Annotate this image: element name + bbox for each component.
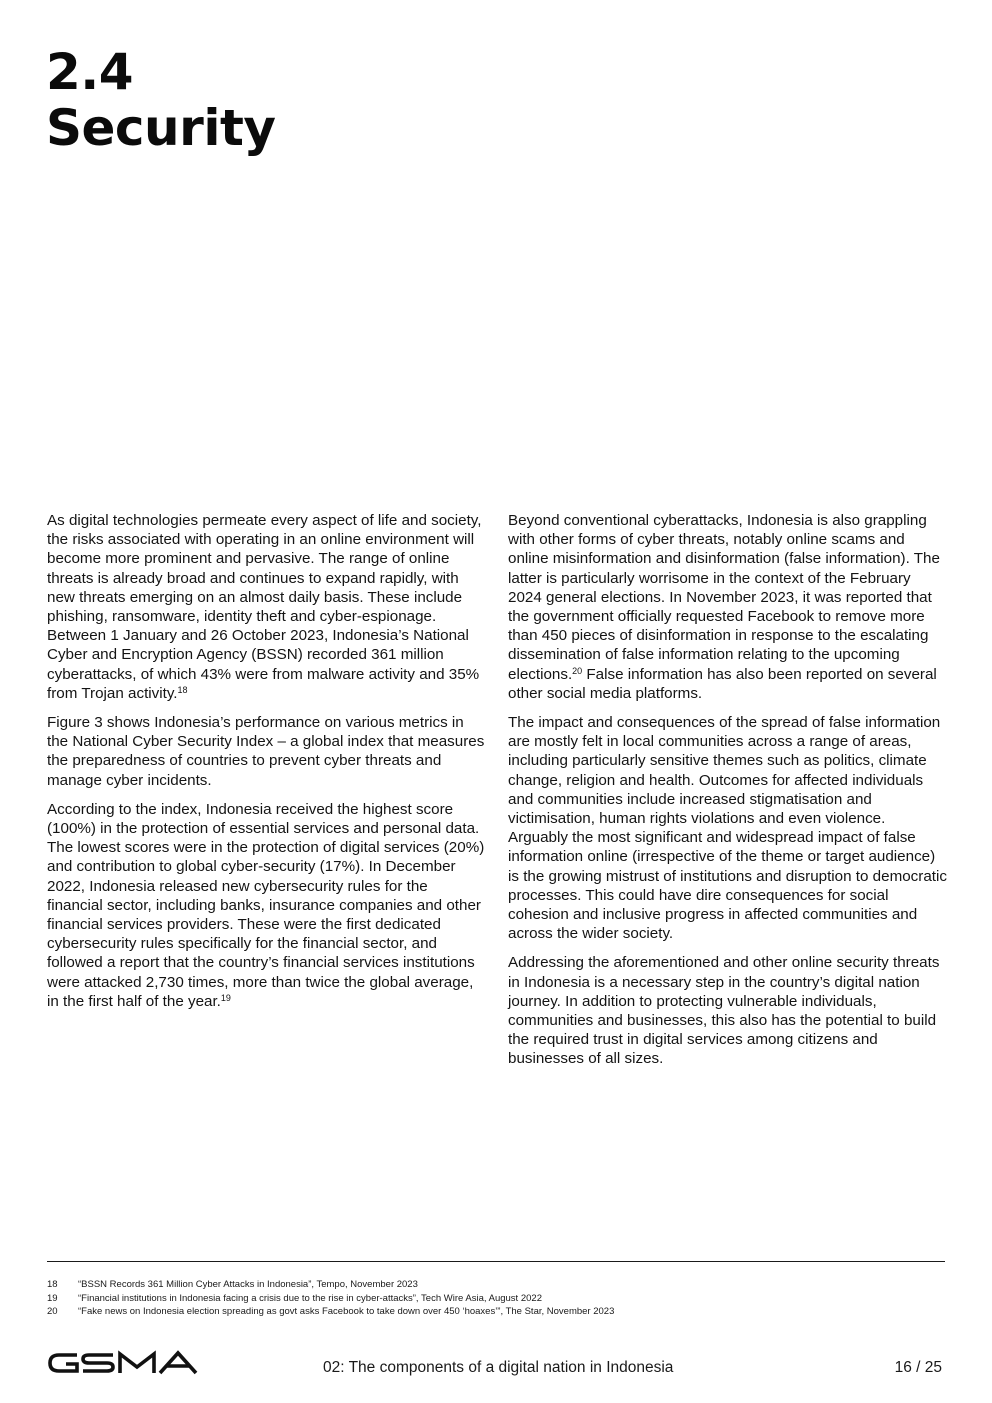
- footnote-divider: [47, 1261, 945, 1262]
- footnote-ref[interactable]: 18: [177, 684, 188, 695]
- paragraph-text: As digital technologies permeate every aspect of life and society, the risks associated with operating in an online environment will become more prominent and pervasive. The range of online threats is already broad and continues to expand rapidly, with new threats emerging on an almost daily basis. These include phishing, ransomware, identity theft and cyber-espionage. Between 1 January and 26 October 2023, Indonesia’s National Cyber and Encryption Agency (BSSN) recorded 361 million cyberattacks, of which 43% were from malware activity and 35% from Trojan activity.: [47, 512, 482, 702]
- paragraph-text: According to the index, Indonesia received the highest score (100%) in the protection of essential services and personal data. The lowest scores were in the protection of digital services (20%) and contribution to global cyber-security (17%). In December 2022, Indonesia released new cybersecurity rules for the financial sector, including banks, insurance companies and other financial services providers. These were the first dedicated cybersecurity rules specifically for the financial sector, and followed a report that the country’s financial services institutions were attacked 2,730 times, more than twice the global average, in the first half of the year.: [47, 800, 485, 1010]
- paragraph-text: Beyond conventional cyberattacks, Indonesia is also grappling with other forms of cyber threats, notably online scams and online misinformation and disinformation (false information). The latter is particularly worrisome in the context of the February 2024 general elections. In November 2023, it was reported that the government officially requested Facebook to remove more than 450 pieces of disinformation in response to the escalating dissemination of false information relating to the upcoming elections.: [508, 512, 940, 683]
- footnote-ref[interactable]: 20: [572, 665, 583, 676]
- paragraph: [508, 511, 948, 703]
- paragraph-text: Figure 3 shows Indonesia’s performance on various metrics in the National Cyber Security Index – a global index that measures the preparedness of countries to prevent cyber threats and manage cyber incidents.: [47, 714, 485, 789]
- footnote-ref[interactable]: 19: [220, 992, 231, 1003]
- right-column: [508, 511, 948, 1079]
- footnote-number: 19: [47, 1292, 58, 1304]
- page-title: Security: [46, 99, 276, 157]
- footnote-text: “Fake news on Indonesia election spreading as govt asks Facebook to take down over 450 ‘hoaxes’”, The Star, November 2023: [78, 1306, 615, 1317]
- footer-section-title: 02: The components of a digital nation in Indonesia: [323, 1359, 674, 1376]
- paragraph: [47, 713, 487, 790]
- paragraph: [508, 953, 948, 1068]
- footnote-number: 20: [47, 1306, 58, 1317]
- paragraph-text: The impact and consequences of the spread of false information are mostly felt in local communities across a range of areas, including particularly sensitive themes such as politics, climate change, religion and health. Outcomes for affected individuals and communities include increased stigmatisation and victimisation, human rights violations and even violence. Arguably the most significant and widespread impact of false information online (irrespective of the theme or target audience) is the growing mistrust of institutions and disruption to democratic processes. This could have dire consequences for social cohesion and inclusive progress in affected communities and across the wider society.: [508, 714, 947, 943]
- footnotes: [47, 1278, 945, 1319]
- footnote-item: [47, 1292, 945, 1306]
- left-column: [47, 511, 487, 1021]
- paragraph-text: False information has also been reported on several other social media platforms.: [508, 665, 937, 702]
- footnote-text: “Financial institutions in Indonesia facing a crisis due to the rise in cyber-attacks”, Tech Wire Asia, August 2022: [78, 1292, 542, 1304]
- section-number: 2.4: [46, 43, 134, 101]
- footnote-number: 18: [47, 1279, 58, 1290]
- gsma-logo: [47, 1350, 199, 1376]
- section-heading: [46, 44, 275, 156]
- footnote-item: [47, 1305, 945, 1319]
- paragraph-text: Addressing the aforementioned and other online security threats in Indonesia is a necessary step in the country’s digital nation journey. In addition to protecting vulnerable individuals, communities and businesses, this also has the potential to build the required trust in digital services among citizens and businesses of all sizes.: [508, 954, 940, 1068]
- footnote-text: “BSSN Records 361 Million Cyber Attacks in Indonesia”, Tempo, November 2023: [78, 1279, 418, 1290]
- footnote-item: [47, 1278, 945, 1292]
- paragraph: [47, 511, 487, 703]
- paragraph: [508, 713, 948, 943]
- page-number: 16 / 25: [894, 1359, 942, 1376]
- paragraph: [47, 800, 487, 1011]
